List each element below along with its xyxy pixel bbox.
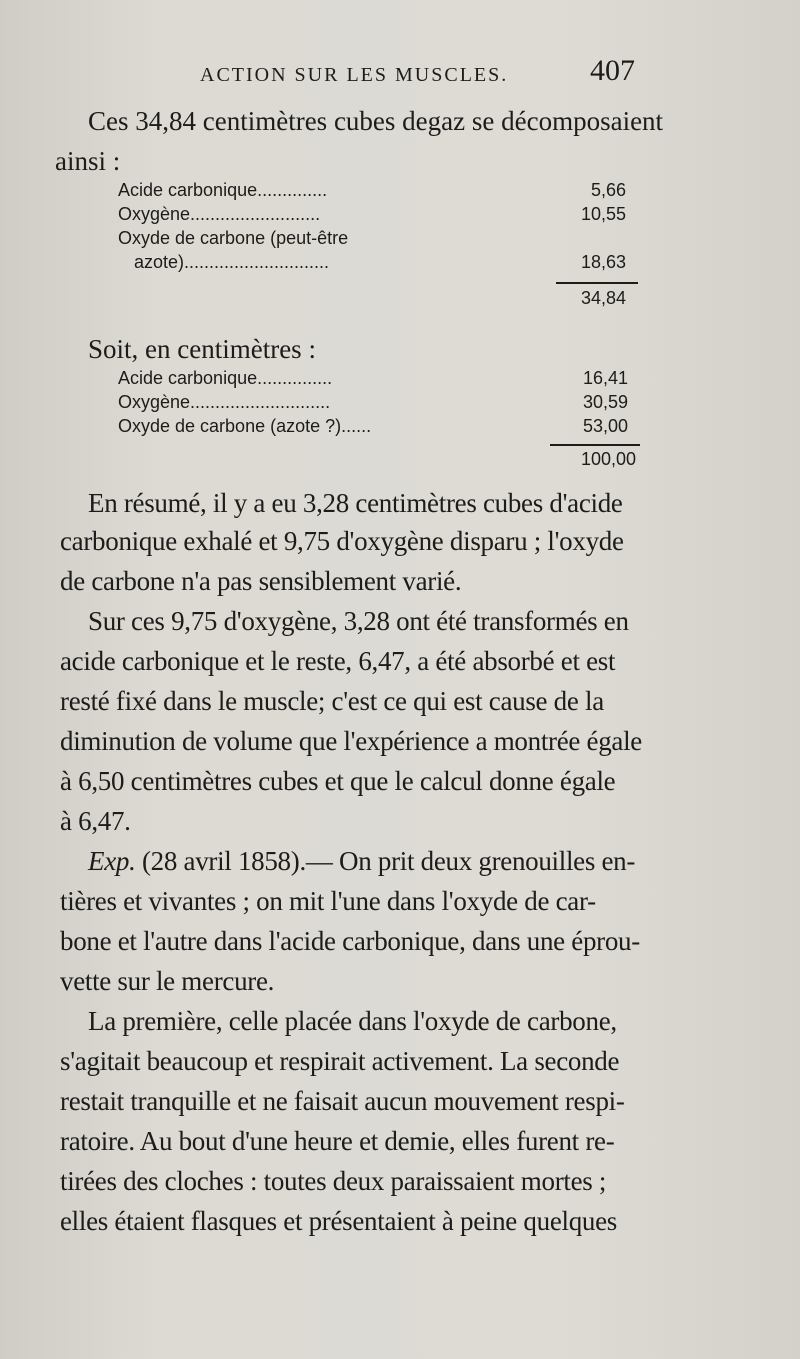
body-line: carbonique exhalé et 9,75 d'oxygène disparu ; l'oxyde	[60, 526, 624, 556]
intro-line-2: ainsi :	[55, 146, 121, 176]
table-row	[118, 368, 638, 392]
body-line: La première, celle placée dans l'oxyde de carbone,	[88, 1006, 617, 1036]
body-line: restait tranquille et ne faisait aucun mouvement respi-	[60, 1086, 625, 1116]
body-line: diminution de volume que l'expérience a montrée égale	[60, 726, 642, 756]
page-number: 407	[590, 54, 635, 87]
body-line: resté fixé dans le muscle; c'est ce qui est cause de la	[60, 686, 604, 716]
table-value: 18,63	[580, 252, 626, 272]
body-line: elles étaient flasques et présentaient à peine quelques	[60, 1206, 618, 1236]
experiment-label: Exp.	[88, 846, 136, 876]
page-header	[60, 52, 660, 92]
body-line: à 6,47.	[60, 806, 131, 836]
table-value: 53,00	[582, 416, 628, 436]
intro-line-1: Ces 34,84 centimètres cubes degaz se décomposaient	[88, 106, 664, 136]
table-1-total: 34,84	[580, 288, 626, 308]
running-title: ACTION SUR LES MUSCLES.	[200, 64, 509, 86]
body-line: tières et vivantes ; on mit l'une dans l'oxyde de car-	[60, 886, 596, 916]
body-line: de carbone n'a pas sensiblement varié.	[60, 566, 462, 596]
table-2-total: 100,00	[580, 449, 636, 469]
table-value: 16,41	[582, 368, 628, 388]
body-line: acide carbonique et le reste, 6,47, a été absorbé et est	[60, 646, 616, 676]
experiment-text: (28 avril 1858).— On prit deux grenouilles en-	[135, 846, 636, 876]
composition-table-2	[118, 368, 638, 440]
table-label: Acide carbonique..............	[118, 180, 328, 200]
body-line: à 6,50 centimètres cubes et que le calcul donne égale	[60, 766, 616, 796]
table-row	[118, 228, 638, 252]
body-line: En résumé, il y a eu 3,28 centimètres cubes d'acide	[88, 488, 623, 518]
table-row	[118, 416, 638, 440]
table-label: Oxygène............................	[118, 392, 331, 412]
table-row	[118, 252, 638, 276]
table-label: Oxyde de carbone (azote ?)......	[118, 416, 372, 436]
soit-line: Soit, en centimètres :	[88, 334, 316, 364]
experiment-line	[88, 842, 768, 880]
table-value: 30,59	[582, 392, 628, 412]
table-label: Oxygène..........................	[118, 204, 321, 224]
table-row	[118, 204, 638, 228]
table-value: 5,66	[590, 180, 626, 200]
body-line: tirées des cloches : toutes deux paraissaient mortes ;	[60, 1166, 607, 1196]
body-line: ratoire. Au bout d'une heure et demie, elles furent re-	[60, 1126, 615, 1156]
body-line: bone et l'autre dans l'acide carbonique, dans une éprou-	[60, 926, 640, 956]
table-row	[118, 392, 638, 416]
table-label: Acide carbonique...............	[118, 368, 333, 388]
body-line: Sur ces 9,75 d'oxygène, 3,28 ont été transformés en	[88, 606, 629, 636]
table-row	[118, 180, 638, 204]
table-label: azote).............................	[134, 252, 330, 272]
composition-table-1	[118, 180, 638, 276]
sum-rule	[556, 282, 638, 284]
body-line: s'agitait beaucoup et respirait activement. La seconde	[60, 1046, 620, 1076]
sum-rule	[550, 444, 640, 446]
body-line: vette sur le mercure.	[60, 966, 275, 996]
table-value: 10,55	[580, 204, 626, 224]
table-label: Oxyde de carbone (peut-être	[118, 228, 349, 248]
